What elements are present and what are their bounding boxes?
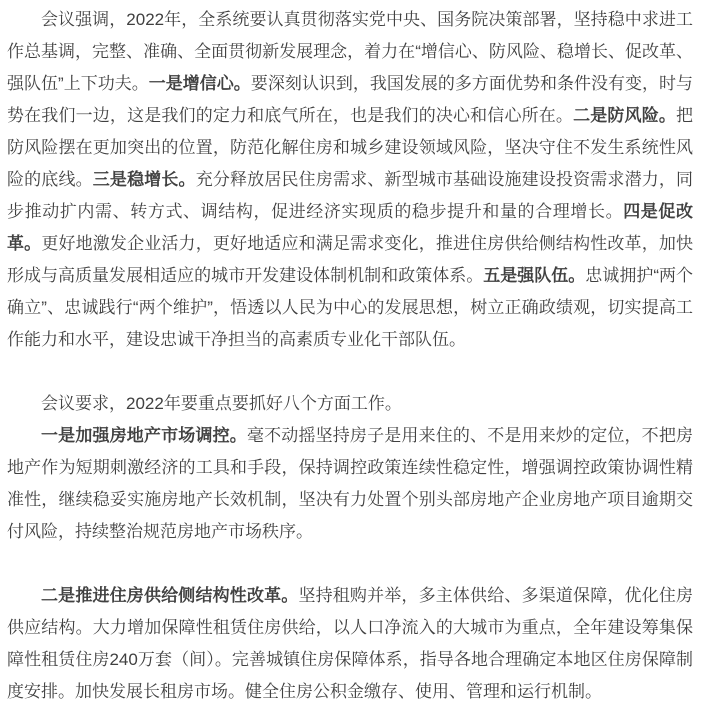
paragraph bbox=[7, 580, 693, 708]
bold-text-run: 二是推进住房供给侧结构性改革。 bbox=[41, 586, 299, 605]
bold-text-run: 一是增信心。 bbox=[148, 74, 251, 93]
bold-text-run: 一是加强房地产市场调控。 bbox=[41, 426, 247, 445]
paragraph bbox=[7, 420, 693, 548]
bold-text-run: 三是稳增长。 bbox=[92, 170, 196, 189]
text-run: 坚持租购并举，多主体供给、多渠道保障，优化住房供应结构。大力增加保障性租赁住房供给，以人口净流入的大城市为重点，全年建设筹集保障性租赁住房240万套（间）。完善城镇住房保障体系，指导各地合理确定本地区住房保障制度安排。加快发展长租房市场。健全住房公积金缴存、使用、管理和运行机制。 bbox=[7, 586, 694, 701]
text-run: 把防风险摆在更加突出的位置，防范化解住房和城乡建设领域风险，坚决守住不发生系统性风险的底线。 bbox=[7, 106, 694, 189]
paragraph bbox=[7, 388, 693, 420]
paragraph bbox=[7, 4, 693, 356]
bold-text-run: 二是防风险。 bbox=[573, 106, 677, 125]
bold-text-run: 五是强队伍。 bbox=[483, 266, 586, 285]
text-run: 要深刻认识到，我国发展的多方面优势和条件没有变，时与势在我们一边，这是我们的定力和底气所在，也是我们的决心和信心所在。 bbox=[7, 74, 694, 125]
text-run: 充分释放居民住房需求、新型城市基础设施建设投资需求潜力，同步推动扩内需、转方式、调结构，促进经济实现质的稳步提升和量的合理增长。 bbox=[7, 170, 694, 221]
bold-text-run: 四是促改革。 bbox=[7, 202, 694, 253]
text-run: 忠诚拥护“两个确立”、忠诚践行“两个维护”，悟透以人民为中心的发展思想，树立正确政绩观，切实提高工作能力和水平，建设忠诚干净担当的高素质专业化干部队伍。 bbox=[7, 266, 694, 349]
article-body bbox=[7, 4, 693, 708]
paragraph-container bbox=[7, 4, 693, 708]
text-run: 更好地激发企业活力，更好地适应和满足需求变化，推进住房供给侧结构性改革，加快形成与高质量发展相适应的城市开发建设体制机制和政策体系。 bbox=[7, 234, 694, 285]
text-run: 会议强调，2022年，全系统要认真贯彻落实党中央、国务院决策部署，坚持稳中求进工作总基调，完整、准确、全面贯彻新发展理念，着力在“增信心、防风险、稳增长、促改革、强队伍”上下功夫。 bbox=[7, 10, 693, 93]
text-run: 毫不动摇坚持房子是用来住的、不是用来炒的定位，不把房地产作为短期刺激经济的工具和手段，保持调控政策连续性稳定性，增强调控政策协调性精准性，继续稳妥实施房地产长效机制，坚决有力处置个别头部房地产企业房地产项目逾期交付风险，持续整治规范房地产市场秩序。 bbox=[7, 426, 694, 541]
text-run: 会议要求，2022年要重点要抓好八个方面工作。 bbox=[41, 394, 402, 413]
